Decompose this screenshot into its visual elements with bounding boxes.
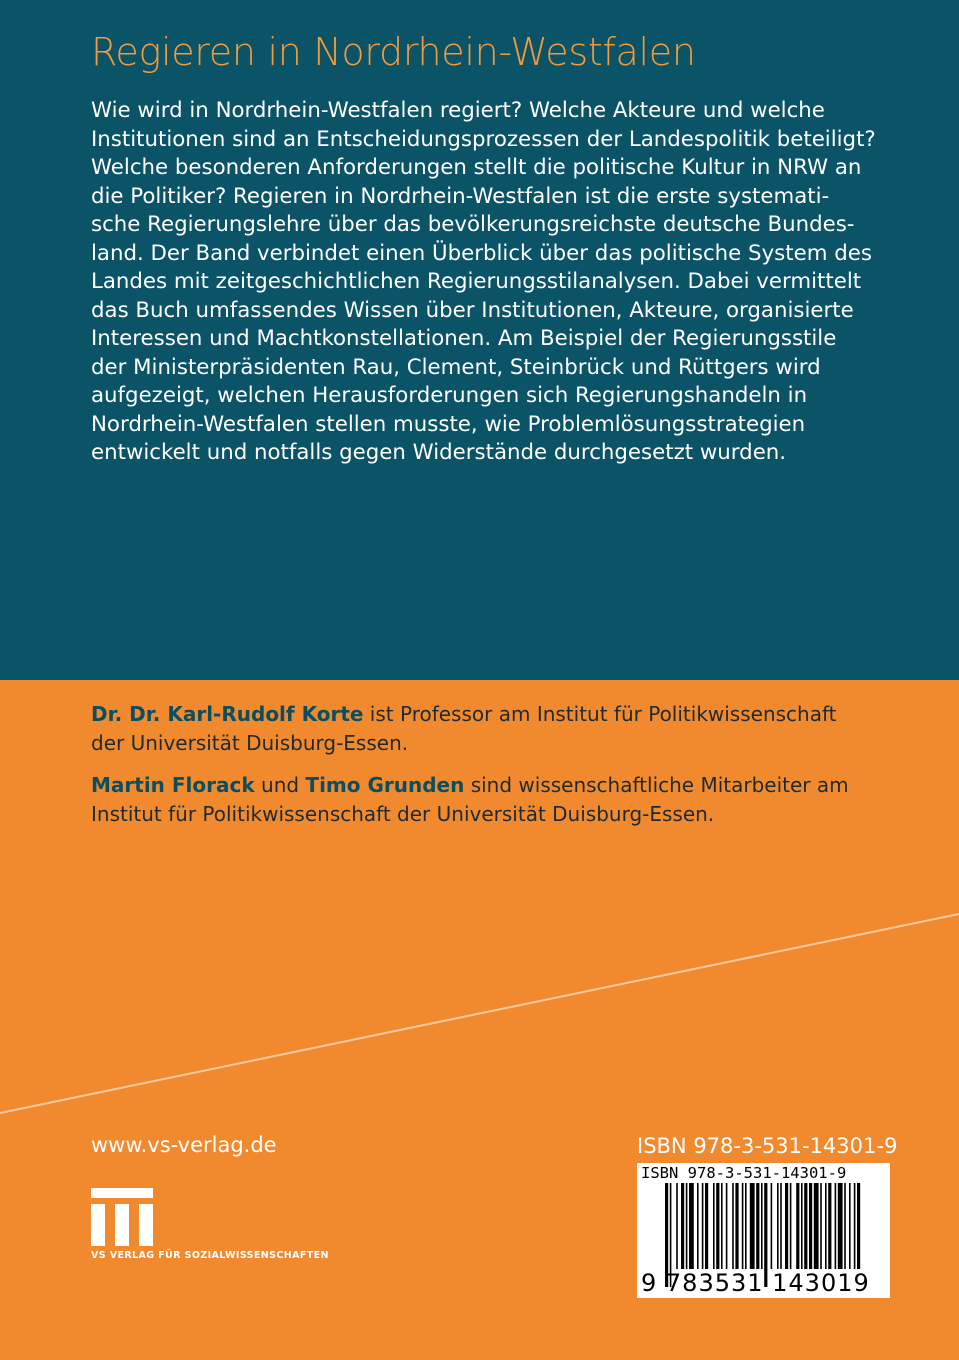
author-paragraph-2: Martin Florack und Timo Grunden sind wissenschaftliche Mitarbeiter am Institut für Politikwissenschaft der Universität Duisburg-Essen. xyxy=(91,773,849,826)
description-line: entwickelt und notfalls gegen Widerstände durchgesetzt wurden. xyxy=(91,440,787,465)
barcode-bar xyxy=(705,1183,708,1269)
barcode-bar xyxy=(721,1183,723,1269)
barcode-bar xyxy=(756,1183,759,1269)
barcode-bar xyxy=(761,1183,763,1269)
barcode-bar xyxy=(814,1183,819,1269)
barcode-bar xyxy=(735,1183,738,1269)
barcode-bar xyxy=(689,1183,694,1269)
barcode-isbn-text: ISBN 978-3-531-14301-9 xyxy=(641,1164,847,1182)
description-line: das Buch umfassendes Wissen über Institutionen, Akteure, organisierte xyxy=(91,297,854,323)
barcode-bar xyxy=(750,1183,755,1269)
author-paragraph-1: Dr. Dr. Karl-Rudolf Korte ist Professor am Institut für Politikwissenschaft der Universität Duisburg-Essen. xyxy=(91,702,837,755)
barcode-bar xyxy=(801,1183,803,1269)
description-line: der Ministerpräsidenten Rau, Clement, Steinbrück und Rüttgers wird xyxy=(91,354,821,380)
description-line: Wie wird in Nordrhein-Westfalen regiert? Welche Akteure und welche xyxy=(91,98,825,123)
barcode-bar xyxy=(796,1183,799,1269)
author-info xyxy=(91,700,911,842)
description-line: aufgezeigt, welchen Herausforderungen sich Regierungshandeln in xyxy=(91,383,808,408)
barcode-bar xyxy=(681,1183,684,1269)
barcode-bar xyxy=(686,1183,688,1269)
barcode-bar xyxy=(676,1183,678,1269)
description-line: Institutionen sind an Entscheidungsprozessen der Landespolitik beteiligt? xyxy=(91,126,876,152)
barcode-bar xyxy=(713,1183,715,1269)
isbn-label: ISBN 978-3-531-14301-9 xyxy=(637,1134,898,1158)
barcode-bar xyxy=(857,1183,860,1269)
barcode-bar xyxy=(828,1183,831,1269)
barcode-bar xyxy=(849,1183,851,1269)
barcode-bar xyxy=(825,1183,827,1269)
barcode-bar xyxy=(726,1183,728,1269)
barcode-number: 9 783531 143019 xyxy=(641,1269,870,1297)
description-line: land. Der Band verbindet einen Überblick über das politische System des xyxy=(91,240,872,266)
book-title: Regieren in Nordrhein-Westfalen xyxy=(91,30,696,74)
barcode-bar xyxy=(785,1183,788,1269)
barcode-bar xyxy=(777,1183,779,1269)
description-line: sche Regierungslehre über das bevölkerungsreichste deutsche Bundes- xyxy=(91,212,855,237)
barcode-bar xyxy=(771,1183,773,1269)
barcode-bar xyxy=(716,1183,719,1269)
barcode-bar xyxy=(854,1183,856,1269)
barcode-bar xyxy=(835,1183,837,1269)
author-name-korte: Dr. Dr. Karl-Rudolf Korte xyxy=(91,702,364,726)
barcode-bar xyxy=(697,1183,699,1269)
publisher-url: www.vs-verlag.de xyxy=(91,1133,277,1157)
barcode-bar xyxy=(702,1183,704,1269)
barcode-bar xyxy=(820,1183,822,1269)
publisher-logo-icon xyxy=(91,1188,153,1246)
barcode-bar xyxy=(732,1183,734,1269)
barcode-bar xyxy=(742,1183,744,1269)
publisher-logo-text: VS VERLAG FÜR SOZIALWISSENSCHAFTEN xyxy=(91,1250,329,1261)
barcode-bar xyxy=(844,1183,846,1269)
barcode-bar xyxy=(745,1183,747,1269)
description-line: Nordrhein-Westfalen stellen musste, wie Problemlösungsstrategien xyxy=(91,411,806,437)
book-description xyxy=(91,97,891,468)
barcode-bar xyxy=(780,1183,782,1269)
description-line: die Politiker? Regieren in Nordrhein-Westfalen ist die erste systemati- xyxy=(91,183,830,209)
barcode-bar xyxy=(809,1183,812,1269)
barcode-bar xyxy=(790,1183,792,1269)
description-line: Welche besonderen Anforderungen stellt die politische Kultur in NRW an xyxy=(91,155,862,180)
author-name-florack: Martin Florack xyxy=(91,773,255,797)
description-line: Interessen und Machtkonstellationen. Am Beispiel der Regierungsstile xyxy=(91,326,837,351)
description-line: Landes mit zeitgeschichtlichen Regierungsstilanalysen. Dabei vermittelt xyxy=(91,269,862,294)
barcode-bar xyxy=(838,1183,843,1269)
author-name-grunden: Timo Grunden xyxy=(305,773,465,797)
barcode-bar xyxy=(804,1183,807,1269)
barcode xyxy=(637,1163,890,1298)
